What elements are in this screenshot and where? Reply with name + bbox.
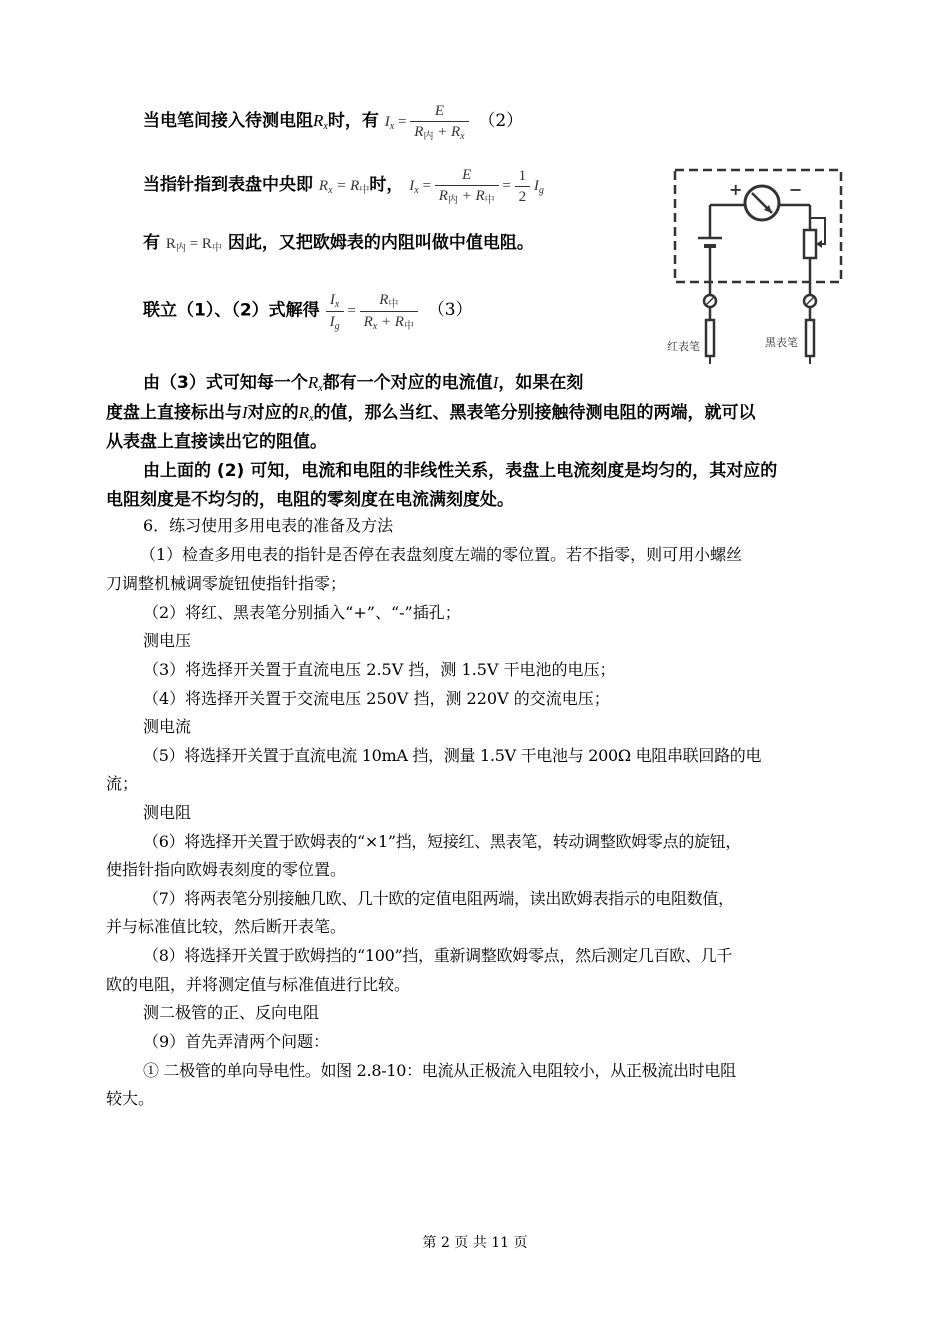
intro-line-2: 当指针指到表盘中央即 $R_x = R_中$时， $I_x$ = $\frac{E}{R_内 + R_中}$ = $\frac{1}{2}$ $I_g$ [143, 167, 544, 206]
heading-resistance: 测电阻 [143, 803, 192, 822]
step-9: （9）首先弄清两个问题： [143, 1032, 330, 1051]
intro-line-1: 当电笔间接入待测电阻$R_x$时，有 $I_x$ = $\frac{E}{R_内 + R_x}$ （2） [143, 103, 524, 142]
galvanometer-plus: + [729, 180, 743, 199]
heading-current: 测电流 [143, 717, 192, 736]
ohmmeter-circuit-diagram [665, 160, 855, 365]
step-7-line-2: 并与标准值比较，然后断开表笔。 [106, 917, 347, 936]
intro-line-4: 联立（1）、（2）式解得 $\frac{I_x}{I_g}$ = $\frac{R_中}{R_x + R_中}$ （3） [143, 292, 473, 332]
red-terminal-icon [704, 295, 716, 307]
section-6-title: 6．练习使用多用电表的准备及方法 [143, 516, 394, 535]
page-footer: 第 2 页 共 11 页 [422, 1235, 528, 1251]
step-5-line-2: 流； [106, 774, 139, 793]
step-9-item-1-line-2: 较大。 [106, 1089, 155, 1108]
variable-resistor-icon [804, 218, 825, 258]
paragraph-a-line-1: 由（3）式可知每一个$R_x$都有一个对应的电流值I，如果在刻 [143, 373, 584, 394]
step-9-item-1-line-1: ① 二极管的单向导电性。如图 2.8-10：电流从正极流入电阻较小，从正极流出时电阻 [143, 1061, 736, 1080]
equation-midscale: $I_x$ = $\frac{E}{R_内 + R_中}$ = $\frac{1}{2}$ $I_g$ [409, 167, 544, 206]
intro-line-3: 有 $R_内 = R_中$ 因此，又把欧姆表的内阻叫做中值电阻。 [143, 233, 534, 254]
galvanometer-icon [745, 186, 779, 220]
step-4: （4）将选择开关置于交流电压 250V 挡，测 220V 的交流电压； [143, 689, 610, 708]
step-5-line-1: （5）将选择开关置于直流电流 10mA 挡，测量 1.5V 干电池与 200Ω 电阻串联回路的电 [143, 746, 762, 765]
paragraph-a-line-3: 从表盘上直接读出它的阻值。 [106, 432, 327, 452]
galvanometer-minus: − [789, 180, 803, 199]
step-2: （2）将红、黑表笔分别插入“+”、“-”插孔； [143, 603, 461, 622]
black-probe-label: 黑表笔 [765, 336, 798, 349]
step-1-line-2: 刀调整机械调零旋钮使指针指零； [106, 574, 347, 593]
step-6-line-2: 使指针指向欧姆表刻度的零位置。 [106, 860, 347, 879]
equation-3: $\frac{I_x}{I_g}$ = $\frac{R_中}{R_x + R_中}$ [326, 303, 422, 319]
paragraph-b-line-1: 由上面的 (2) 可知，电流和电阻的非线性关系，表盘上电流刻度是均匀的，其对应的 [143, 461, 778, 481]
red-probe-label: 红表笔 [667, 340, 700, 353]
black-probe-icon [806, 307, 814, 364]
equation-2: $I_x$ = $\frac{E}{R_内 + R_x}$ [385, 114, 473, 130]
red-probe-icon [706, 307, 714, 364]
step-7-line-1: （7）将两表笔分别接触几欧、几十欧的定值电阻两端，读出欧姆表指示的电阻数值， [143, 889, 734, 908]
step-6-line-1: （6）将选择开关置于欧姆表的“×1”挡，短接红、黑表笔，转动调整欧姆零点的旋钮， [143, 832, 742, 851]
step-8-line-2: 欧的电阻，并将测定值与标准值进行比较。 [106, 975, 411, 994]
step-8-line-1: （8）将选择开关置于欧姆挡的“100”挡，重新调整欧姆零点，然后测定几百欧、几千 [143, 946, 733, 965]
paragraph-a-line-2: 度盘上直接标出与I对应的$R_x$的值，那么当红、黑表笔分别接触待测电阻的两端，就可以 [106, 403, 756, 424]
black-terminal-icon [804, 295, 816, 307]
step-1-line-1: （1）检查多用电表的指针是否停在表盘刻度左端的零位置。若不指零，则可用小螺丝 [140, 545, 743, 564]
heading-voltage: 测电压 [143, 631, 192, 650]
battery-icon [698, 238, 722, 246]
step-3: （3）将选择开关置于直流电压 2.5V 挡，测 1.5V 干电池的电压； [143, 660, 616, 679]
heading-diode: 测二极管的正、反向电阻 [143, 1003, 320, 1022]
paragraph-b-line-2: 电阻刻度是不均匀的，电阻的零刻度在电流满刻度处。 [106, 490, 514, 510]
